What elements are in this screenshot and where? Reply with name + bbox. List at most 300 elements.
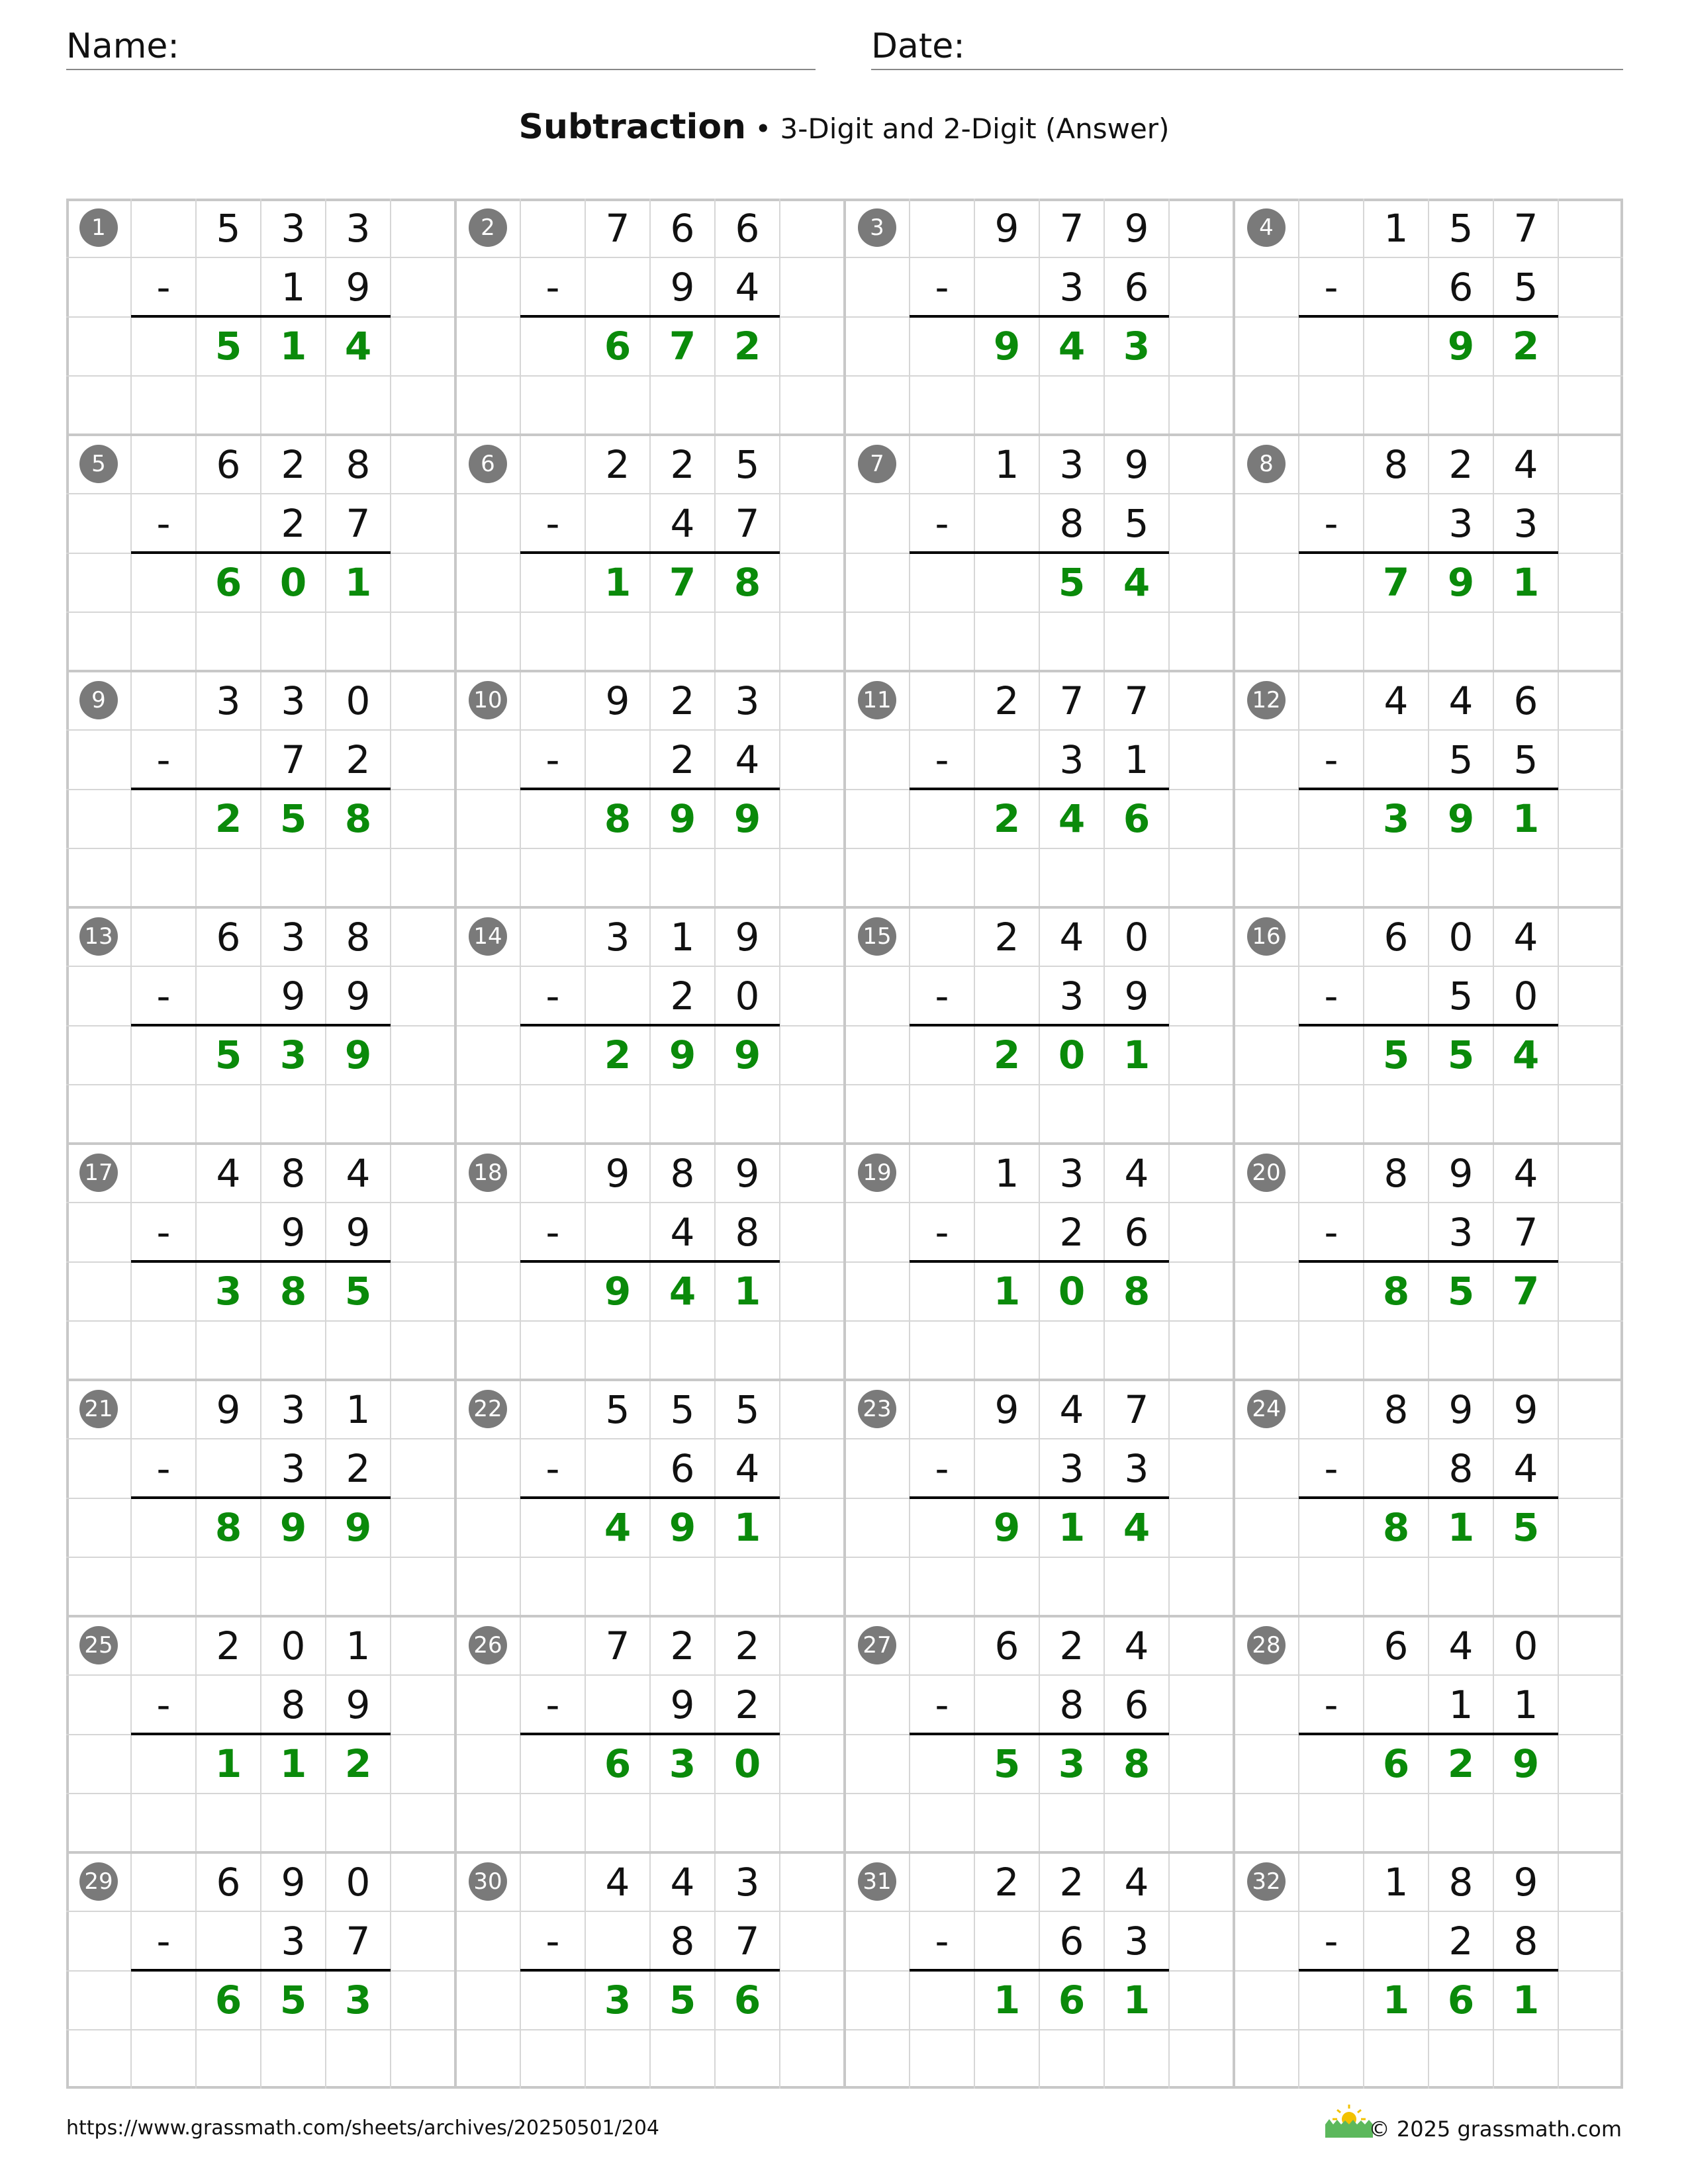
answer-digit: 3 — [1382, 796, 1410, 841]
problem-grid — [66, 199, 1623, 2089]
subtrahend-digit — [974, 1439, 1039, 1498]
answer-digit: 9 — [1512, 1741, 1540, 1786]
problem-number-badge: 27 — [858, 1626, 896, 1664]
answer-line — [910, 1969, 1169, 1972]
subtrahend-digit: 7 — [1513, 1209, 1538, 1255]
minuend-digit: 3 — [281, 1387, 306, 1432]
answer-line — [910, 1260, 1169, 1263]
problem-number-badge: 2 — [469, 208, 507, 247]
answer-line — [131, 315, 391, 318]
answer-digit: 1 — [1382, 1977, 1410, 2023]
minus-sign: - — [935, 1682, 949, 1727]
answer-digit: 6 — [214, 559, 242, 605]
date-field[interactable] — [871, 25, 1623, 70]
subtrahend-digit: 3 — [1059, 264, 1084, 310]
subtrahend-digit: 0 — [1513, 973, 1538, 1019]
answer-digit: 3 — [604, 1977, 632, 2023]
minuend-digit: 2 — [605, 441, 630, 487]
subtrahend-digit: 2 — [346, 737, 371, 782]
answer-digit: 2 — [344, 1741, 372, 1786]
problem-number-badge: 9 — [79, 681, 118, 719]
answer-digit: 1 — [279, 323, 307, 369]
subtrahend-digit: 5 — [1513, 737, 1538, 782]
minuend-digit: 2 — [670, 678, 695, 723]
minuend-digit: 7 — [1124, 1387, 1149, 1432]
answer-digit — [1364, 316, 1429, 375]
subtrahend-digit — [585, 730, 650, 789]
subtrahend-digit — [196, 966, 261, 1025]
subtrahend-digit: 9 — [346, 973, 371, 1019]
subtrahend-digit: 3 — [1059, 973, 1084, 1019]
minuend-digit: 3 — [735, 1859, 760, 1905]
answer-digit: 6 — [1447, 1977, 1475, 2023]
minus-sign: - — [156, 1682, 171, 1727]
answer-digit: 8 — [1123, 1268, 1150, 1314]
minuend-digit: 9 — [994, 1387, 1019, 1432]
minuend-digit: 0 — [1448, 914, 1474, 960]
problem-number-badge: 24 — [1247, 1390, 1286, 1428]
minuend-digit: 9 — [605, 678, 630, 723]
problem-number-badge: 7 — [858, 445, 896, 483]
subtrahend-digit — [1364, 1911, 1429, 1970]
minus-sign: - — [1324, 1682, 1338, 1727]
answer-digit: 6 — [733, 1977, 761, 2023]
minuend-digit: 5 — [1448, 205, 1474, 251]
minuend-digit: 3 — [216, 678, 241, 723]
answer-digit: 2 — [993, 1032, 1021, 1077]
subtrahend-digit — [1364, 966, 1429, 1025]
minuend-digit: 9 — [735, 914, 760, 960]
minus-sign: - — [156, 500, 171, 546]
subtrahend-digit: 4 — [670, 1209, 695, 1255]
answer-digit: 6 — [604, 323, 632, 369]
minuend-digit: 4 — [1448, 1623, 1474, 1668]
minuend-digit: 1 — [1383, 1859, 1409, 1905]
minuend-digit: 2 — [1059, 1623, 1084, 1668]
subtrahend-digit: 4 — [670, 500, 695, 546]
subtrahend-digit — [1364, 257, 1429, 316]
subtrahend-digit — [196, 257, 261, 316]
subtrahend-digit: 8 — [1059, 1682, 1084, 1727]
answer-digit: 4 — [344, 323, 372, 369]
answer-digit: 7 — [1512, 1268, 1540, 1314]
subtrahend-digit: 8 — [735, 1209, 760, 1255]
minuend-digit: 4 — [670, 1859, 695, 1905]
answer-line — [520, 788, 780, 790]
subtrahend-digit — [585, 1675, 650, 1734]
minuend-digit: 0 — [1124, 914, 1149, 960]
answer-line — [1299, 551, 1558, 554]
answer-digit: 6 — [1058, 1977, 1086, 2023]
minus-sign: - — [935, 1209, 949, 1255]
answer-digit: 7 — [1382, 559, 1410, 605]
minuend-digit: 2 — [670, 1623, 695, 1668]
answer-digit: 3 — [1058, 1741, 1086, 1786]
answer-digit: 3 — [1123, 323, 1150, 369]
subtrahend-digit — [196, 1675, 261, 1734]
subtrahend-digit: 3 — [1448, 500, 1474, 546]
footer-copyright: © 2025 grassmath.com — [1368, 2116, 1622, 2142]
answer-digit: 4 — [1123, 559, 1150, 605]
problem-number-badge: 30 — [469, 1862, 507, 1901]
problem-number-badge: 5 — [79, 445, 118, 483]
subtrahend-digit: 2 — [281, 500, 306, 546]
answer-line — [1299, 788, 1558, 790]
answer-digit: 5 — [279, 1977, 307, 2023]
subtrahend-digit: 7 — [735, 500, 760, 546]
answer-line — [520, 315, 780, 318]
subtrahend-digit — [196, 730, 261, 789]
minuend-digit: 7 — [1124, 678, 1149, 723]
subtrahend-digit: 5 — [1513, 264, 1538, 310]
subtrahend-digit: 2 — [670, 973, 695, 1019]
minuend-digit: 2 — [994, 914, 1019, 960]
answer-digit: 3 — [669, 1741, 696, 1786]
answer-digit: 1 — [604, 559, 632, 605]
subtrahend-digit — [1364, 494, 1429, 553]
answer-digit: 1 — [993, 1268, 1021, 1314]
minuend-digit: 5 — [735, 1387, 760, 1432]
minuend-digit: 8 — [1448, 1859, 1474, 1905]
answer-digit: 1 — [1447, 1504, 1475, 1550]
answer-digit: 9 — [279, 1504, 307, 1550]
answer-line — [131, 1260, 391, 1263]
minus-sign: - — [1324, 1209, 1338, 1255]
minuend-digit: 1 — [346, 1387, 371, 1432]
problem-number-badge: 14 — [469, 917, 507, 956]
name-field[interactable] — [66, 25, 816, 70]
subtrahend-digit: 5 — [1124, 500, 1149, 546]
minuend-digit: 5 — [605, 1387, 630, 1432]
answer-digit: 1 — [214, 1741, 242, 1786]
answer-line — [1299, 315, 1558, 318]
problem-number-badge: 11 — [858, 681, 896, 719]
minuend-digit: 5 — [216, 205, 241, 251]
answer-line — [520, 1969, 780, 1972]
minuend-digit: 9 — [216, 1387, 241, 1432]
minuend-digit: 0 — [346, 1859, 371, 1905]
minuend-digit: 4 — [1124, 1150, 1149, 1196]
answer-digit: 7 — [669, 323, 696, 369]
minuend-digit: 3 — [1059, 441, 1084, 487]
minus-sign: - — [935, 1918, 949, 1964]
subtrahend-digit: 4 — [735, 737, 760, 782]
subtrahend-digit: 9 — [281, 973, 306, 1019]
answer-digit: 5 — [1058, 559, 1086, 605]
subtrahend-digit: 7 — [735, 1918, 760, 1964]
answer-digit: 9 — [993, 1504, 1021, 1550]
problem-number-badge: 8 — [1247, 445, 1286, 483]
answer-digit: 9 — [344, 1032, 372, 1077]
minus-sign: - — [1324, 500, 1338, 546]
minus-sign: - — [545, 1682, 560, 1727]
answer-digit: 9 — [669, 796, 696, 841]
subtrahend-digit — [585, 966, 650, 1025]
minus-sign: - — [935, 1445, 949, 1491]
answer-digit: 1 — [1123, 1977, 1150, 2023]
subtrahend-digit — [196, 1203, 261, 1261]
answer-digit: 1 — [733, 1268, 761, 1314]
problem-number-badge: 28 — [1247, 1626, 1286, 1664]
answer-line — [1299, 1024, 1558, 1026]
answer-digit: 1 — [279, 1741, 307, 1786]
minuend-digit: 1 — [1383, 205, 1409, 251]
answer-line — [520, 1260, 780, 1263]
minus-sign: - — [545, 264, 560, 310]
subtrahend-digit: 9 — [346, 264, 371, 310]
subtrahend-digit — [585, 494, 650, 553]
subtrahend-digit: 3 — [1513, 500, 1538, 546]
subtrahend-digit — [196, 494, 261, 553]
subtrahend-digit: 8 — [281, 1682, 306, 1727]
subtrahend-digit — [196, 1439, 261, 1498]
subtrahend-digit — [585, 1911, 650, 1970]
minuend-digit: 8 — [346, 441, 371, 487]
worksheet-title — [0, 107, 1688, 147]
answer-digit: 0 — [1058, 1268, 1086, 1314]
minuend-digit: 1 — [670, 914, 695, 960]
answer-digit: 1 — [1512, 796, 1540, 841]
subtrahend-digit — [974, 1203, 1039, 1261]
minuend-digit: 6 — [1383, 1623, 1409, 1668]
minuend-digit: 4 — [1059, 1387, 1084, 1432]
minuend-digit: 2 — [1448, 441, 1474, 487]
minus-sign: - — [156, 264, 171, 310]
minuend-digit: 7 — [1059, 205, 1084, 251]
minuend-digit: 5 — [670, 1387, 695, 1432]
title-main: Subtraction — [518, 107, 747, 147]
subtrahend-digit — [196, 1911, 261, 1970]
answer-digit: 0 — [279, 559, 307, 605]
subtrahend-digit: 1 — [281, 264, 306, 310]
answer-digit: 3 — [214, 1268, 242, 1314]
minuend-digit: 4 — [216, 1150, 241, 1196]
minuend-digit: 3 — [281, 914, 306, 960]
minus-sign: - — [1324, 973, 1338, 1019]
answer-digit: 9 — [1447, 559, 1475, 605]
problem-number-badge: 13 — [79, 917, 118, 956]
answer-digit: 4 — [1123, 1504, 1150, 1550]
subtrahend-digit: 6 — [1124, 1209, 1149, 1255]
answer-digit: 2 — [993, 796, 1021, 841]
minuend-digit: 9 — [1448, 1150, 1474, 1196]
minuend-digit: 4 — [1059, 914, 1084, 960]
minus-sign: - — [545, 1209, 560, 1255]
answer-digit: 5 — [1382, 1032, 1410, 1077]
minuend-digit: 6 — [1513, 678, 1538, 723]
answer-digit: 2 — [214, 796, 242, 841]
problem-number-badge: 1 — [79, 208, 118, 247]
answer-digit: 1 — [1512, 559, 1540, 605]
problem-number-badge: 16 — [1247, 917, 1286, 956]
minuend-digit: 2 — [670, 441, 695, 487]
subtrahend-digit — [585, 257, 650, 316]
minuend-digit: 7 — [1513, 205, 1538, 251]
problem-number-badge: 6 — [469, 445, 507, 483]
subtrahend-digit — [1364, 1439, 1429, 1498]
minuend-digit: 4 — [1513, 1150, 1538, 1196]
subtrahend-digit — [1364, 1675, 1429, 1734]
minuend-digit: 3 — [605, 914, 630, 960]
minus-sign: - — [545, 737, 560, 782]
minus-sign: - — [156, 737, 171, 782]
answer-digit: 1 — [1058, 1504, 1086, 1550]
minuend-digit: 4 — [1383, 678, 1409, 723]
name-label: Name: — [66, 26, 179, 66]
answer-line — [131, 1969, 391, 1972]
minuend-digit: 7 — [605, 205, 630, 251]
subtrahend-digit: 4 — [735, 264, 760, 310]
subtrahend-digit: 4 — [1513, 1445, 1538, 1491]
minuend-digit: 9 — [994, 205, 1019, 251]
minus-sign: - — [935, 264, 949, 310]
answer-line — [910, 1024, 1169, 1026]
answer-digit: 9 — [604, 1268, 632, 1314]
answer-digit: 8 — [344, 796, 372, 841]
subtrahend-digit: 8 — [670, 1918, 695, 1964]
minuend-digit: 9 — [1124, 205, 1149, 251]
footer-url: https://www.grassmath.com/sheets/archives/20250501/204 — [66, 2116, 660, 2140]
minuend-digit: 3 — [281, 205, 306, 251]
subtrahend-digit: 0 — [735, 973, 760, 1019]
minuend-digit: 2 — [994, 1859, 1019, 1905]
subtrahend-digit — [585, 1203, 650, 1261]
problem-number-badge: 26 — [469, 1626, 507, 1664]
minus-sign: - — [156, 1445, 171, 1491]
problem-number-badge: 23 — [858, 1390, 896, 1428]
subtrahend-digit — [974, 1675, 1039, 1734]
answer-digit: 9 — [733, 796, 761, 841]
answer-line — [910, 788, 1169, 790]
answer-digit: 4 — [669, 1268, 696, 1314]
subtrahend-digit: 3 — [1448, 1209, 1474, 1255]
minuend-digit: 1 — [994, 441, 1019, 487]
answer-digit: 3 — [279, 1032, 307, 1077]
problem-number-badge: 4 — [1247, 208, 1286, 247]
minuend-digit: 2 — [735, 1623, 760, 1668]
minuend-digit: 9 — [605, 1150, 630, 1196]
minus-sign: - — [1324, 737, 1338, 782]
subtrahend-digit: 1 — [1513, 1682, 1538, 1727]
problem-number-badge: 25 — [79, 1626, 118, 1664]
answer-digit: 8 — [1382, 1504, 1410, 1550]
answer-digit: 3 — [344, 1977, 372, 2023]
minus-sign: - — [935, 973, 949, 1019]
minuend-digit: 4 — [1124, 1859, 1149, 1905]
answer-line — [1299, 1496, 1558, 1499]
subtrahend-digit: 3 — [1059, 737, 1084, 782]
subtrahend-digit — [585, 1439, 650, 1498]
answer-digit: 1 — [1512, 1977, 1540, 2023]
answer-digit: 8 — [604, 796, 632, 841]
problem-number-badge: 29 — [79, 1862, 118, 1901]
answer-digit: 5 — [993, 1741, 1021, 1786]
subtrahend-digit — [974, 494, 1039, 553]
problem-number-badge: 20 — [1247, 1154, 1286, 1192]
answer-digit: 2 — [733, 323, 761, 369]
minuend-digit: 6 — [216, 1859, 241, 1905]
answer-digit: 4 — [1058, 796, 1086, 841]
subtrahend-digit: 9 — [1124, 973, 1149, 1019]
answer-digit — [974, 553, 1039, 612]
minuend-digit: 2 — [994, 678, 1019, 723]
subtrahend-digit: 8 — [1513, 1918, 1538, 1964]
answer-digit: 6 — [214, 1977, 242, 2023]
answer-line — [1299, 1733, 1558, 1735]
subtrahend-digit — [974, 1911, 1039, 1970]
subtrahend-digit: 5 — [1448, 737, 1474, 782]
answer-digit: 4 — [1512, 1032, 1540, 1077]
minuend-digit: 6 — [1383, 914, 1409, 960]
subtrahend-digit: 1 — [1448, 1682, 1474, 1727]
minuend-digit: 6 — [735, 205, 760, 251]
minus-sign: - — [1324, 1445, 1338, 1491]
answer-digit: 5 — [1512, 1504, 1540, 1550]
grass-sun-logo-icon — [1323, 2102, 1376, 2140]
minuend-digit: 5 — [735, 441, 760, 487]
subtrahend-digit: 6 — [1059, 1918, 1084, 1964]
subtrahend-digit: 9 — [346, 1682, 371, 1727]
subtrahend-digit: 7 — [281, 737, 306, 782]
subtrahend-digit: 3 — [1059, 1445, 1084, 1491]
answer-digit: 9 — [344, 1504, 372, 1550]
answer-digit: 5 — [1447, 1032, 1475, 1077]
minuend-digit: 6 — [216, 914, 241, 960]
minuend-digit: 4 — [1448, 678, 1474, 723]
minuend-digit: 1 — [994, 1150, 1019, 1196]
problem-number-badge: 31 — [858, 1862, 896, 1901]
answer-digit: 5 — [1447, 1268, 1475, 1314]
minuend-digit: 6 — [670, 205, 695, 251]
answer-digit: 8 — [1123, 1741, 1150, 1786]
subtrahend-digit: 2 — [670, 737, 695, 782]
answer-digit: 6 — [604, 1741, 632, 1786]
answer-digit: 5 — [214, 323, 242, 369]
answer-line — [131, 1024, 391, 1026]
minus-sign: - — [935, 737, 949, 782]
minuend-digit: 9 — [1513, 1859, 1538, 1905]
answer-line — [910, 1496, 1169, 1499]
minuend-digit: 2 — [281, 441, 306, 487]
subtrahend-digit — [974, 966, 1039, 1025]
subtrahend-digit: 7 — [346, 1918, 371, 1964]
minus-sign: - — [545, 500, 560, 546]
problem-number-badge: 22 — [469, 1390, 507, 1428]
answer-digit: 9 — [1447, 323, 1475, 369]
answer-digit: 4 — [604, 1504, 632, 1550]
subtrahend-digit: 3 — [1124, 1445, 1149, 1491]
problem-number-badge: 12 — [1247, 681, 1286, 719]
minus-sign: - — [156, 973, 171, 1019]
subtrahend-digit: 9 — [670, 264, 695, 310]
minuend-digit: 1 — [346, 1623, 371, 1668]
problem-number-badge: 10 — [469, 681, 507, 719]
minus-sign: - — [1324, 1918, 1338, 1964]
subtrahend-digit: 8 — [1448, 1445, 1474, 1491]
answer-line — [1299, 1969, 1558, 1972]
answer-digit: 1 — [344, 559, 372, 605]
answer-digit: 5 — [669, 1977, 696, 2023]
minuend-digit: 3 — [281, 678, 306, 723]
subtrahend-digit: 6 — [1124, 1682, 1149, 1727]
minuend-digit: 4 — [1513, 441, 1538, 487]
answer-digit: 4 — [1058, 323, 1086, 369]
minuend-digit: 8 — [281, 1150, 306, 1196]
answer-digit: 2 — [1447, 1741, 1475, 1786]
minuend-digit: 8 — [346, 914, 371, 960]
subtrahend-digit — [1364, 730, 1429, 789]
minuend-digit: 4 — [346, 1150, 371, 1196]
